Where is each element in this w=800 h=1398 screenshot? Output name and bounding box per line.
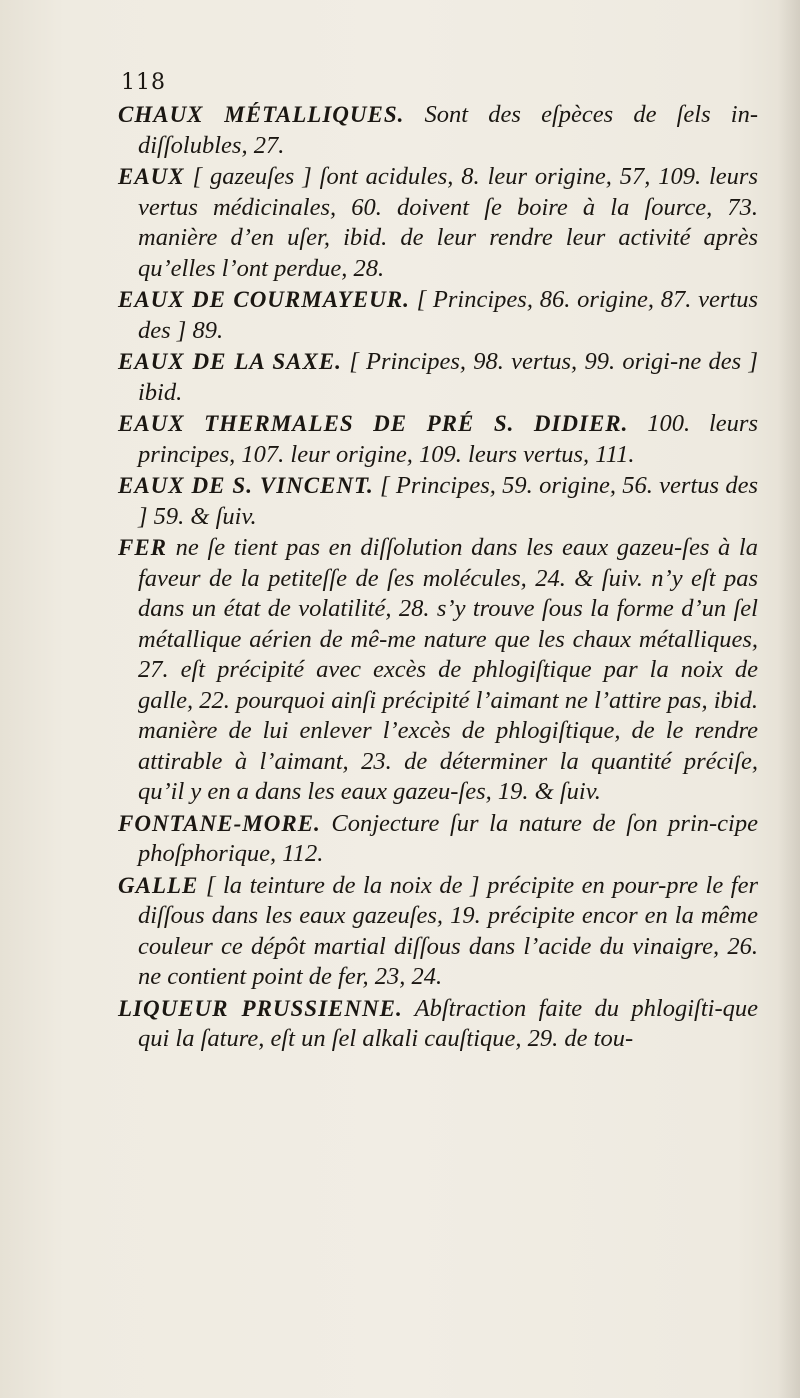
index-entry	[118, 809, 758, 870]
index-entry	[118, 533, 758, 808]
index-entry	[118, 347, 758, 408]
entry-text: Conjecture ſur la nature de ſon prin-cipe phoſphorique, 112.	[138, 809, 758, 867]
entry-heading: EAUX THERMALES DE PRÉ S. DIDIER.	[118, 411, 629, 436]
index-entry	[118, 471, 758, 532]
entry-heading: EAUX	[118, 164, 185, 189]
page-number: 118	[121, 70, 166, 95]
index-text-block	[118, 100, 758, 1056]
entry-text: [ Principes, 98. vertus, 99. origi-ne des ] ibid.	[138, 348, 758, 406]
entry-heading: FER	[118, 535, 168, 560]
entry-heading: GALLE	[118, 872, 199, 898]
index-entry	[118, 100, 758, 161]
entry-text: ne ſe tient pas en diſſolution dans les eaux gazeu-ſes à la faveur de la petiteſſe de ſes molécules, 24. & ſuiv. n’y eſt pas dans un état de volatilité, 28. s’y trouve ſous la forme d’un ſel métallique aérien de mê-me nature que les chaux métalliques, 27. eſt précipité avec excès de phlogiſtique par la noix de galle, 22. pourquoi ainſi précipité l’aimant ne l’attire pas, ibid. manière de lui enlever l’excès de phlogiſtique, de le rendre attirable à l’aimant, 23. de déterminer la quantité préciſe, qu’il y en a dans les eaux gazeu-ſes, 19. & ſuiv.	[138, 534, 758, 805]
entry-text: [ la teinture de la noix de ] précipite en pour-pre le fer diſſous dans les eaux gazeuſes, 19. précipite encor en la même couleur ce dépôt martial diſſous dans l’acide du vinaigre, 26. ne contient point de fer, 23, 24.	[138, 871, 758, 990]
index-entry	[118, 871, 758, 993]
entry-text: [ Principes, 59. origine, 56. vertus des ] 59. & ſuiv.	[138, 472, 758, 530]
index-entry	[118, 285, 758, 346]
entry-heading: CHAUX MÉTALLIQUES.	[118, 102, 405, 127]
page-edge-shadow	[778, 0, 800, 1398]
index-entry	[118, 994, 758, 1055]
entry-text: Abſtraction faite du phlogiſti-que qui la ſature, eſt un ſel alkali cauſtique, 29. de tou-	[138, 994, 758, 1052]
entry-text: 100. leurs principes, 107. leur origine, 109. leurs vertus, 111.	[138, 410, 758, 468]
entry-heading: LIQUEUR PRUSSIENNE.	[118, 995, 403, 1021]
entry-text: [ gazeuſes ] ſont acidules, 8. leur origine, 57, 109. leurs vertus médicinales, 60. doivent ſe boire à la ſource, 73. manière d’en uſer, ibid. de leur rendre leur activité après qu’elles l’ont perdue, 28.	[138, 163, 758, 282]
index-entry	[118, 162, 758, 284]
entry-heading: EAUX DE S. VINCENT.	[118, 473, 374, 498]
entry-heading: EAUX DE COURMAYEUR.	[118, 287, 410, 312]
entry-text: Sont des eſpèces de ſels in-diſſolubles, 27.	[138, 101, 758, 159]
entry-heading: EAUX DE LA SAXE.	[118, 349, 342, 374]
entry-text: [ Principes, 86. origine, 87. vertus des ] 89.	[138, 286, 758, 344]
entry-heading: FONTANE-MORE.	[118, 810, 321, 836]
index-entry	[118, 409, 758, 470]
